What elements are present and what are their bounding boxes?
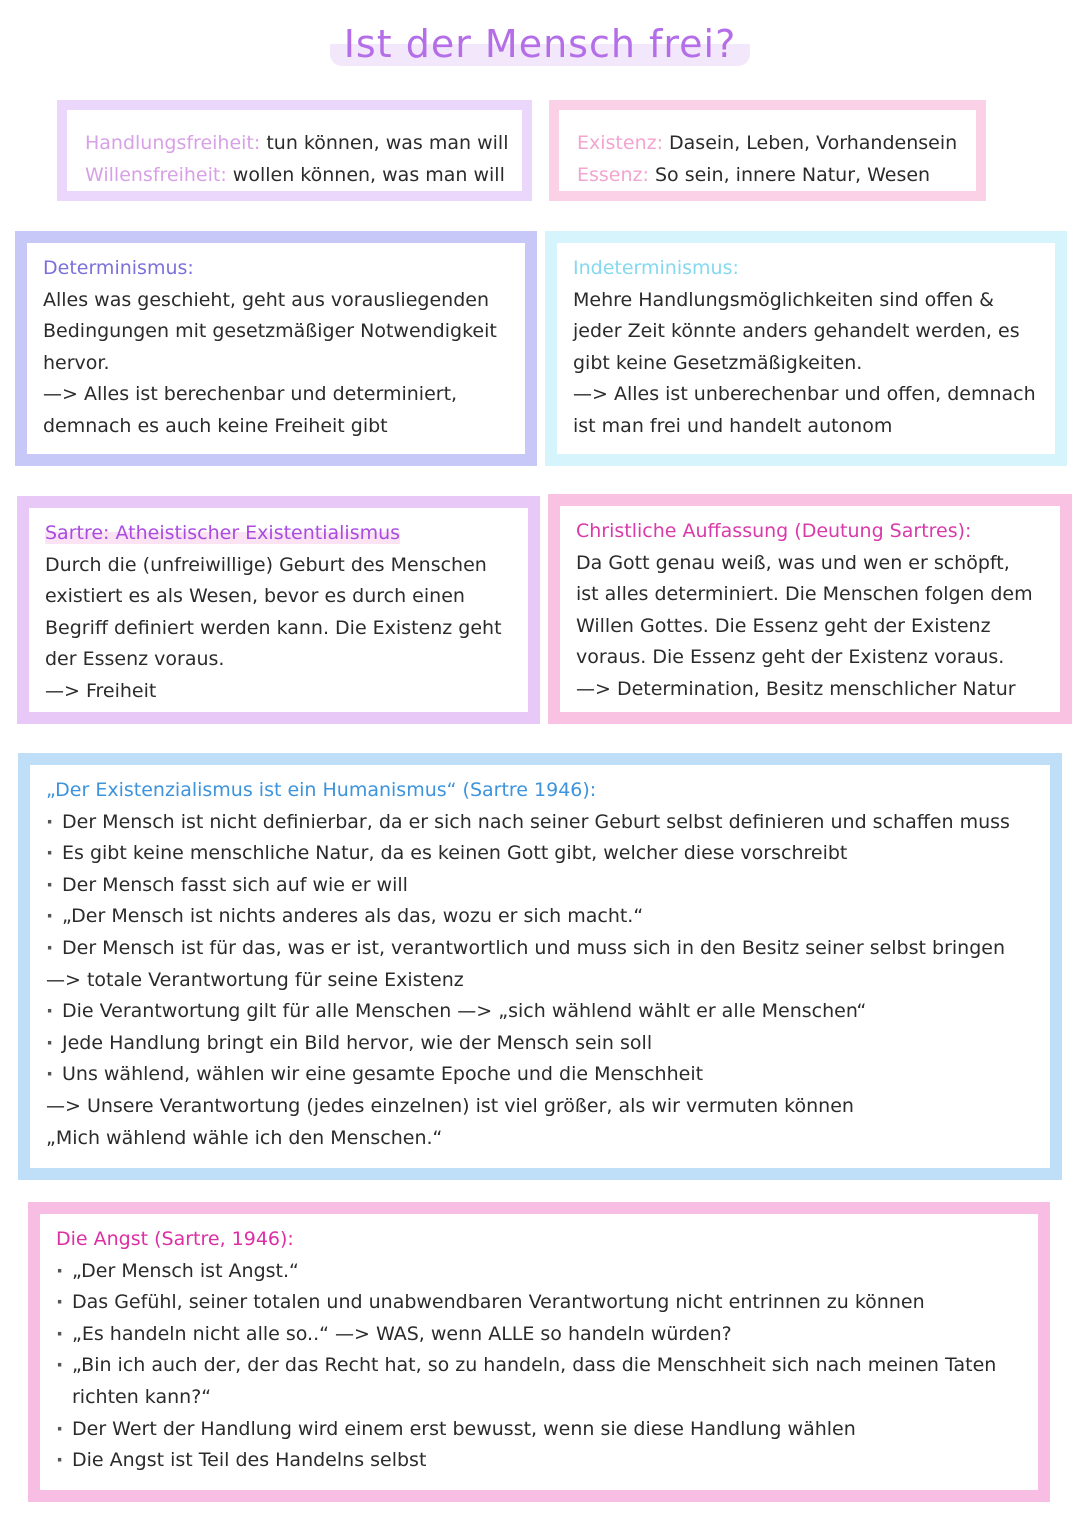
determinismus-box [15, 231, 537, 466]
existenz-definitions-box [549, 100, 986, 201]
humanismus-quote: „Mich wählend wähle ich den Menschen.“ [46, 1126, 443, 1149]
humanismus-box [18, 753, 1062, 1180]
humanismus-bullet: · Jede Handlung bringt ein Bild hervor, wie der Mensch sein soll [46, 1028, 1040, 1060]
humanismus-arrow-line: —> Unsere Verantwortung (jedes einzelnen) ist viel größer, als wir vermuten können [46, 1094, 854, 1117]
determinismus-line: Bedingungen mit gesetzmäßiger Notwendigkeit [43, 320, 497, 343]
handlungsfreiheit-text: tun können, was man will [266, 132, 509, 154]
determinismus-line: —> Alles ist berechenbar und determiniert, [43, 383, 458, 406]
sartre-line: Durch die (unfreiwillige) Geburt des Menschen [45, 553, 487, 576]
willensfreiheit-label: Willensfreiheit: [85, 163, 227, 186]
handlungsfreiheit-label: Handlungsfreiheit: [85, 132, 261, 154]
angst-bullet: · Das Gefühl, seiner totalen und unabwendbaren Verantwortung nicht entrinnen zu können [56, 1287, 1028, 1319]
christlich-heading: Christliche Auffassung (Deutung Sartres): [576, 520, 972, 542]
humanismus-bullet: · „Der Mensch ist nichts anderes als das, wozu er sich macht.“ [46, 901, 1040, 933]
humanismus-bullet: · Der Mensch ist für das, was er ist, verantwortlich und muss sich in den Besitz seiner selbst bringen [46, 933, 1040, 965]
determinismus-heading: Determinismus: [43, 257, 194, 279]
angst-box [28, 1202, 1050, 1502]
angst-bullet: · Der Wert der Handlung wird einem erst bewusst, wenn sie diese Handlung wählen [56, 1414, 1028, 1446]
willensfreiheit-line [85, 160, 512, 192]
christlich-line: Da Gott genau weiß, was und wen er schöpft, [576, 551, 1010, 574]
angst-heading: Die Angst (Sartre, 1946): [56, 1228, 294, 1250]
christlich-line: voraus. Die Essenz geht der Existenz voraus. [576, 646, 1005, 669]
essenz-label: Essenz: [577, 163, 649, 186]
determinismus-line: hervor. [43, 351, 110, 374]
angst-bullet: · „Der Mensch ist Angst.“ [56, 1256, 1028, 1288]
sartre-heading: Sartre: Atheistischer Existentialismus [45, 522, 401, 544]
determinismus-line: Alles was geschieht, geht aus vorausliegenden [43, 288, 489, 311]
sartre-line: Begriff definiert werden kann. Die Existenz geht [45, 616, 502, 639]
indeterminismus-line: gibt keine Gesetzmäßigkeiten. [573, 351, 863, 374]
indeterminismus-line: ist man frei und handelt autonom [573, 414, 893, 437]
christliche-auffassung-box [548, 494, 1072, 724]
indeterminismus-heading: Indeterminismus: [573, 257, 739, 279]
humanismus-bullet: · Es gibt keine menschliche Natur, da es keinen Gott gibt, welcher diese vorschreibt [46, 838, 1040, 870]
sartre-line: —> Freiheit [45, 679, 157, 702]
essenz-line [577, 160, 966, 192]
christlich-line: ist alles determiniert. Die Menschen folgen dem [576, 583, 1033, 606]
indeterminismus-line: —> Alles ist unberechenbar und offen, demnach [573, 383, 1036, 406]
christlich-line: Willen Gottes. Die Essenz geht der Existenz [576, 614, 991, 637]
sartre-line: existiert es als Wesen, bevor es durch einen [45, 585, 465, 608]
page-title-text: Ist der Mensch frei? [330, 22, 751, 66]
angst-bullet: · „Es handeln nicht alle so..“ —> WAS, wenn ALLE so handeln würden? [56, 1319, 1028, 1351]
essenz-text: So sein, innere Natur, Wesen [654, 163, 931, 186]
humanismus-heading: „Der Existenzialismus ist ein Humanismus“ (Sartre 1946): [46, 779, 597, 801]
angst-bullet: · Die Angst ist Teil des Handelns selbst [56, 1445, 1028, 1477]
humanismus-bullet: · Uns wählend, wählen wir eine gesamte Epoche und die Menschheit [46, 1059, 1040, 1091]
freiheit-definitions-box [57, 100, 532, 201]
humanismus-bullet: · Die Verantwortung gilt für alle Menschen —> „sich wählend wählt er alle Menschen“ [46, 996, 1040, 1028]
existenz-label: Existenz: [577, 132, 663, 154]
humanismus-bullet: · Der Mensch ist nicht definierbar, da er sich nach seiner Geburt selbst definieren und schaffen muss [46, 807, 1040, 839]
christlich-line: —> Determination, Besitz menschlicher Natur [576, 677, 1016, 700]
angst-bullet: · „Bin ich auch der, der das Recht hat, so zu handeln, dass die Menschheit sich nach meinen Taten richten kann?“ [56, 1350, 1028, 1413]
indeterminismus-box [545, 231, 1067, 466]
existenz-line [577, 128, 966, 160]
sartre-existentialismus-box [17, 496, 540, 724]
humanismus-bullet: · Der Mensch fasst sich auf wie er will [46, 870, 1040, 902]
indeterminismus-line: Mehre Handlungsmöglichkeiten sind offen & [573, 288, 994, 311]
page-title [0, 22, 1080, 66]
existenz-text: Dasein, Leben, Vorhandensein [669, 132, 958, 154]
willensfreiheit-text: wollen können, was man will [232, 163, 505, 186]
indeterminismus-line: jeder Zeit könnte anders gehandelt werden, es [573, 320, 1020, 343]
determinismus-line: demnach es auch keine Freiheit gibt [43, 414, 388, 437]
sartre-heading-line [45, 518, 518, 550]
handlungsfreiheit-line [85, 128, 512, 160]
sartre-line: der Essenz voraus. [45, 648, 225, 671]
humanismus-arrow-line: —> totale Verantwortung für seine Existenz [46, 968, 464, 991]
